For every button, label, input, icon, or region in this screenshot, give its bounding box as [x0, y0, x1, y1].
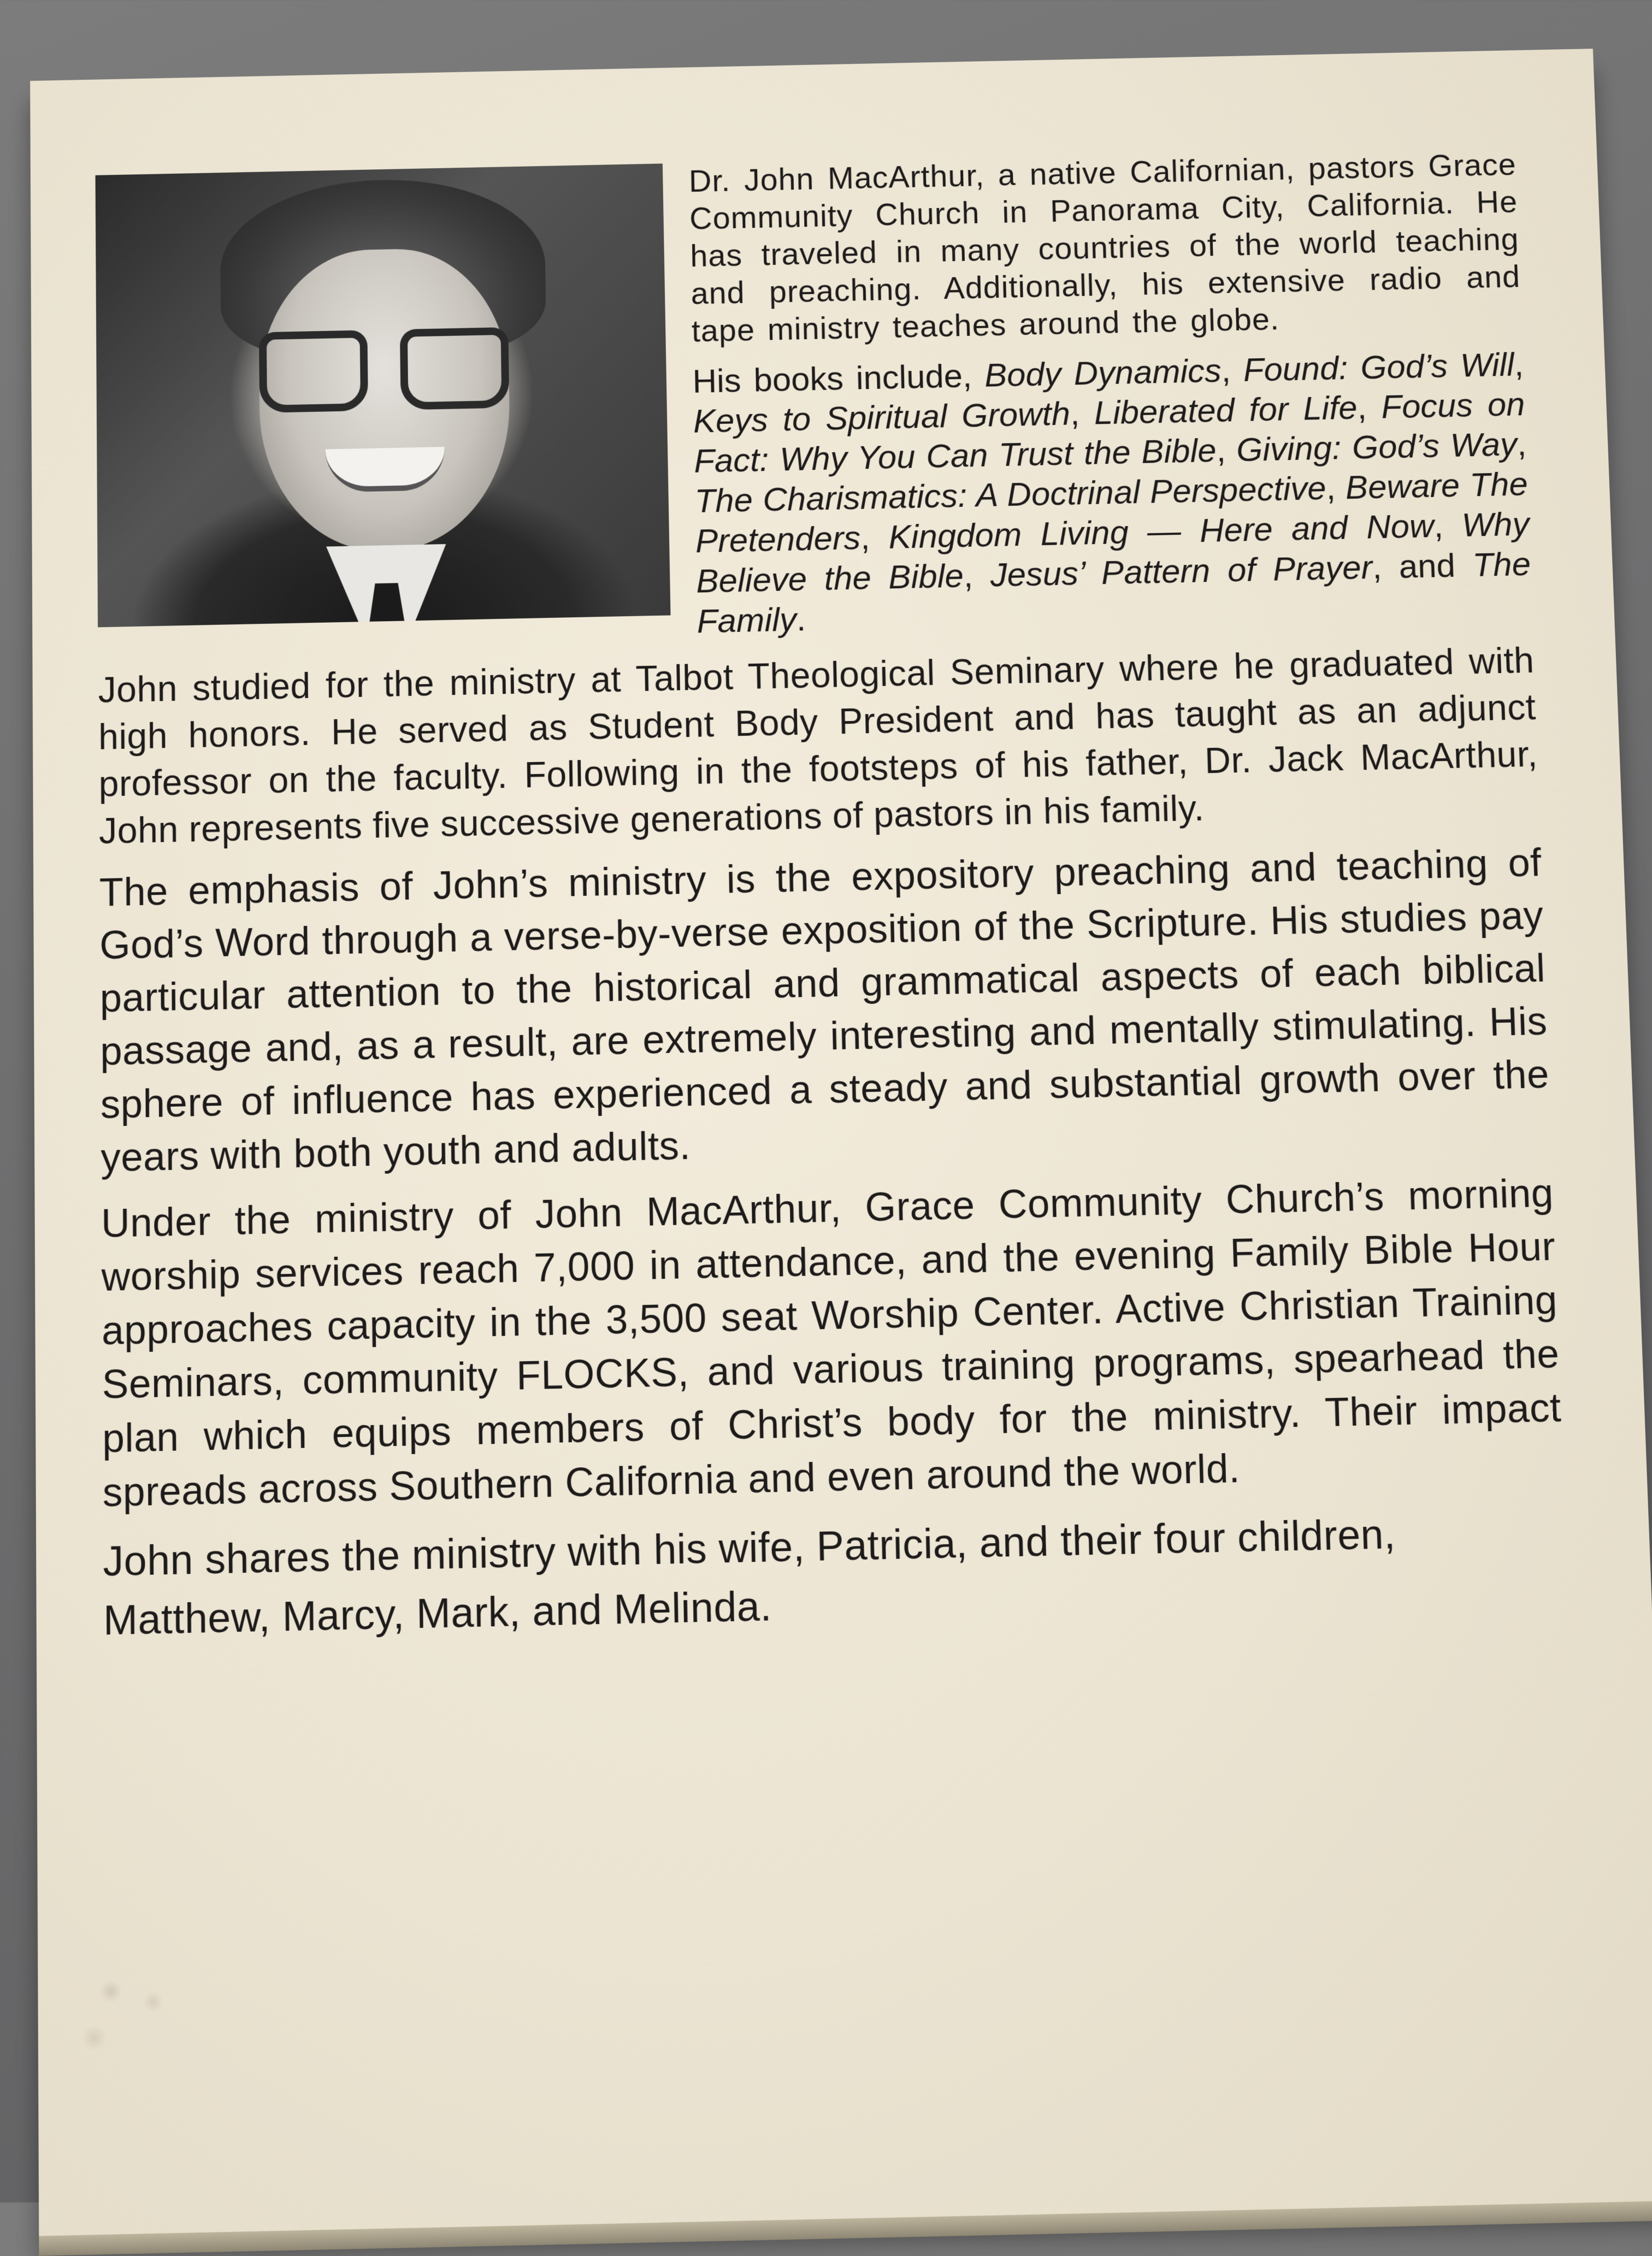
church-paragraph: Under the ministry of John MacArthur, Grace Community Church’s morning worship services reach 7,000 in attendance, and the evening Family Bible Hour approaches capacity in the 3,500 seat Worship Center. Active Christian Training Seminars, community FLOCKS, and various training programs, spearhead the plan which equips members of Christ’s body for the ministry. Their impact spreads across Southern California and even around the world. — [101, 1171, 1562, 1516]
author-portrait — [96, 163, 671, 627]
book-title: The Charismatics: A Doctrinal Perspective — [694, 469, 1327, 520]
bio-intro-paragraph: Dr. John MacArthur, a native Californian, pastors Grace Community Church in Panorama City, California. He has traveled in many countries of the world teaching and preaching. Additionally, his extensive radio and tape ministry teaches around the globe. — [688, 147, 1521, 349]
book-title: Keys to Spiritual Growth — [693, 395, 1071, 440]
emphasis-paragraph: The emphasis of John’s ministry is the expository preaching and teaching of God’s Word through a verse-by-verse exposition of the Scripture. His studies pay particular attention to the historical and grammatical aspects of each biblical passage and, as a result, are extremely interesting and mentally stimulating. His sphere of influence has experienced a steady and substantial growth over the years with both youth and adults. — [99, 840, 1550, 1180]
bio-content — [96, 146, 1570, 1662]
book-title: Liberated for Life — [1093, 389, 1358, 432]
portrait-glasses — [259, 327, 510, 418]
page-edges — [39, 2201, 1652, 2256]
book-title: Beware The Pretenders — [695, 465, 1529, 560]
book-title: Found: God’s Will — [1242, 346, 1515, 389]
family-paragraph: John shares the ministry with his wife, Patricia, and their four children, Matthew, Marcy, Mark, and Melinda. — [103, 1510, 1396, 1644]
cover-stain-marks — [60, 1954, 229, 2074]
book-title: Why Believe the Bible — [695, 505, 1530, 600]
book-title: The Family — [697, 545, 1532, 641]
book-title: Body Dynamics — [984, 352, 1222, 394]
education-paragraph: John studied for the ministry at Talbot Theological Seminary where he graduated with high honors. He served as Student Body President and has taught as an adjunct professor on the faculty. Following in the footsteps of his father, Dr. Jack MacArthur, John represents five successive generations of pastors in his family. — [98, 640, 1538, 852]
book-title: Jesus’ Pattern of Prayer — [989, 548, 1373, 594]
book-title: Kingdom Living — Here and Now — [888, 507, 1435, 556]
book-title: Giving: God’s Way — [1236, 426, 1518, 469]
book-title: Focus on Fact: Why You Can Trust the Bible — [693, 385, 1526, 480]
books-lead: His books include, — [692, 357, 985, 400]
book-titles-list: Body Dynamics, Found: God’s Will, Keys to Spiritual Growth, Liberated for Life, Focus on Fact: Why You Can Trust the Bible, Giving: God’s Way, The Charismatics: A Doctrinal Perspective, Beware The Pretenders, Kingdom Living — Here and Now, Why Believe the Bible, Jesus’ Pattern of Prayer, and The Family. — [693, 346, 1532, 641]
back-cover — [30, 49, 1652, 2236]
book — [30, 49, 1652, 2236]
